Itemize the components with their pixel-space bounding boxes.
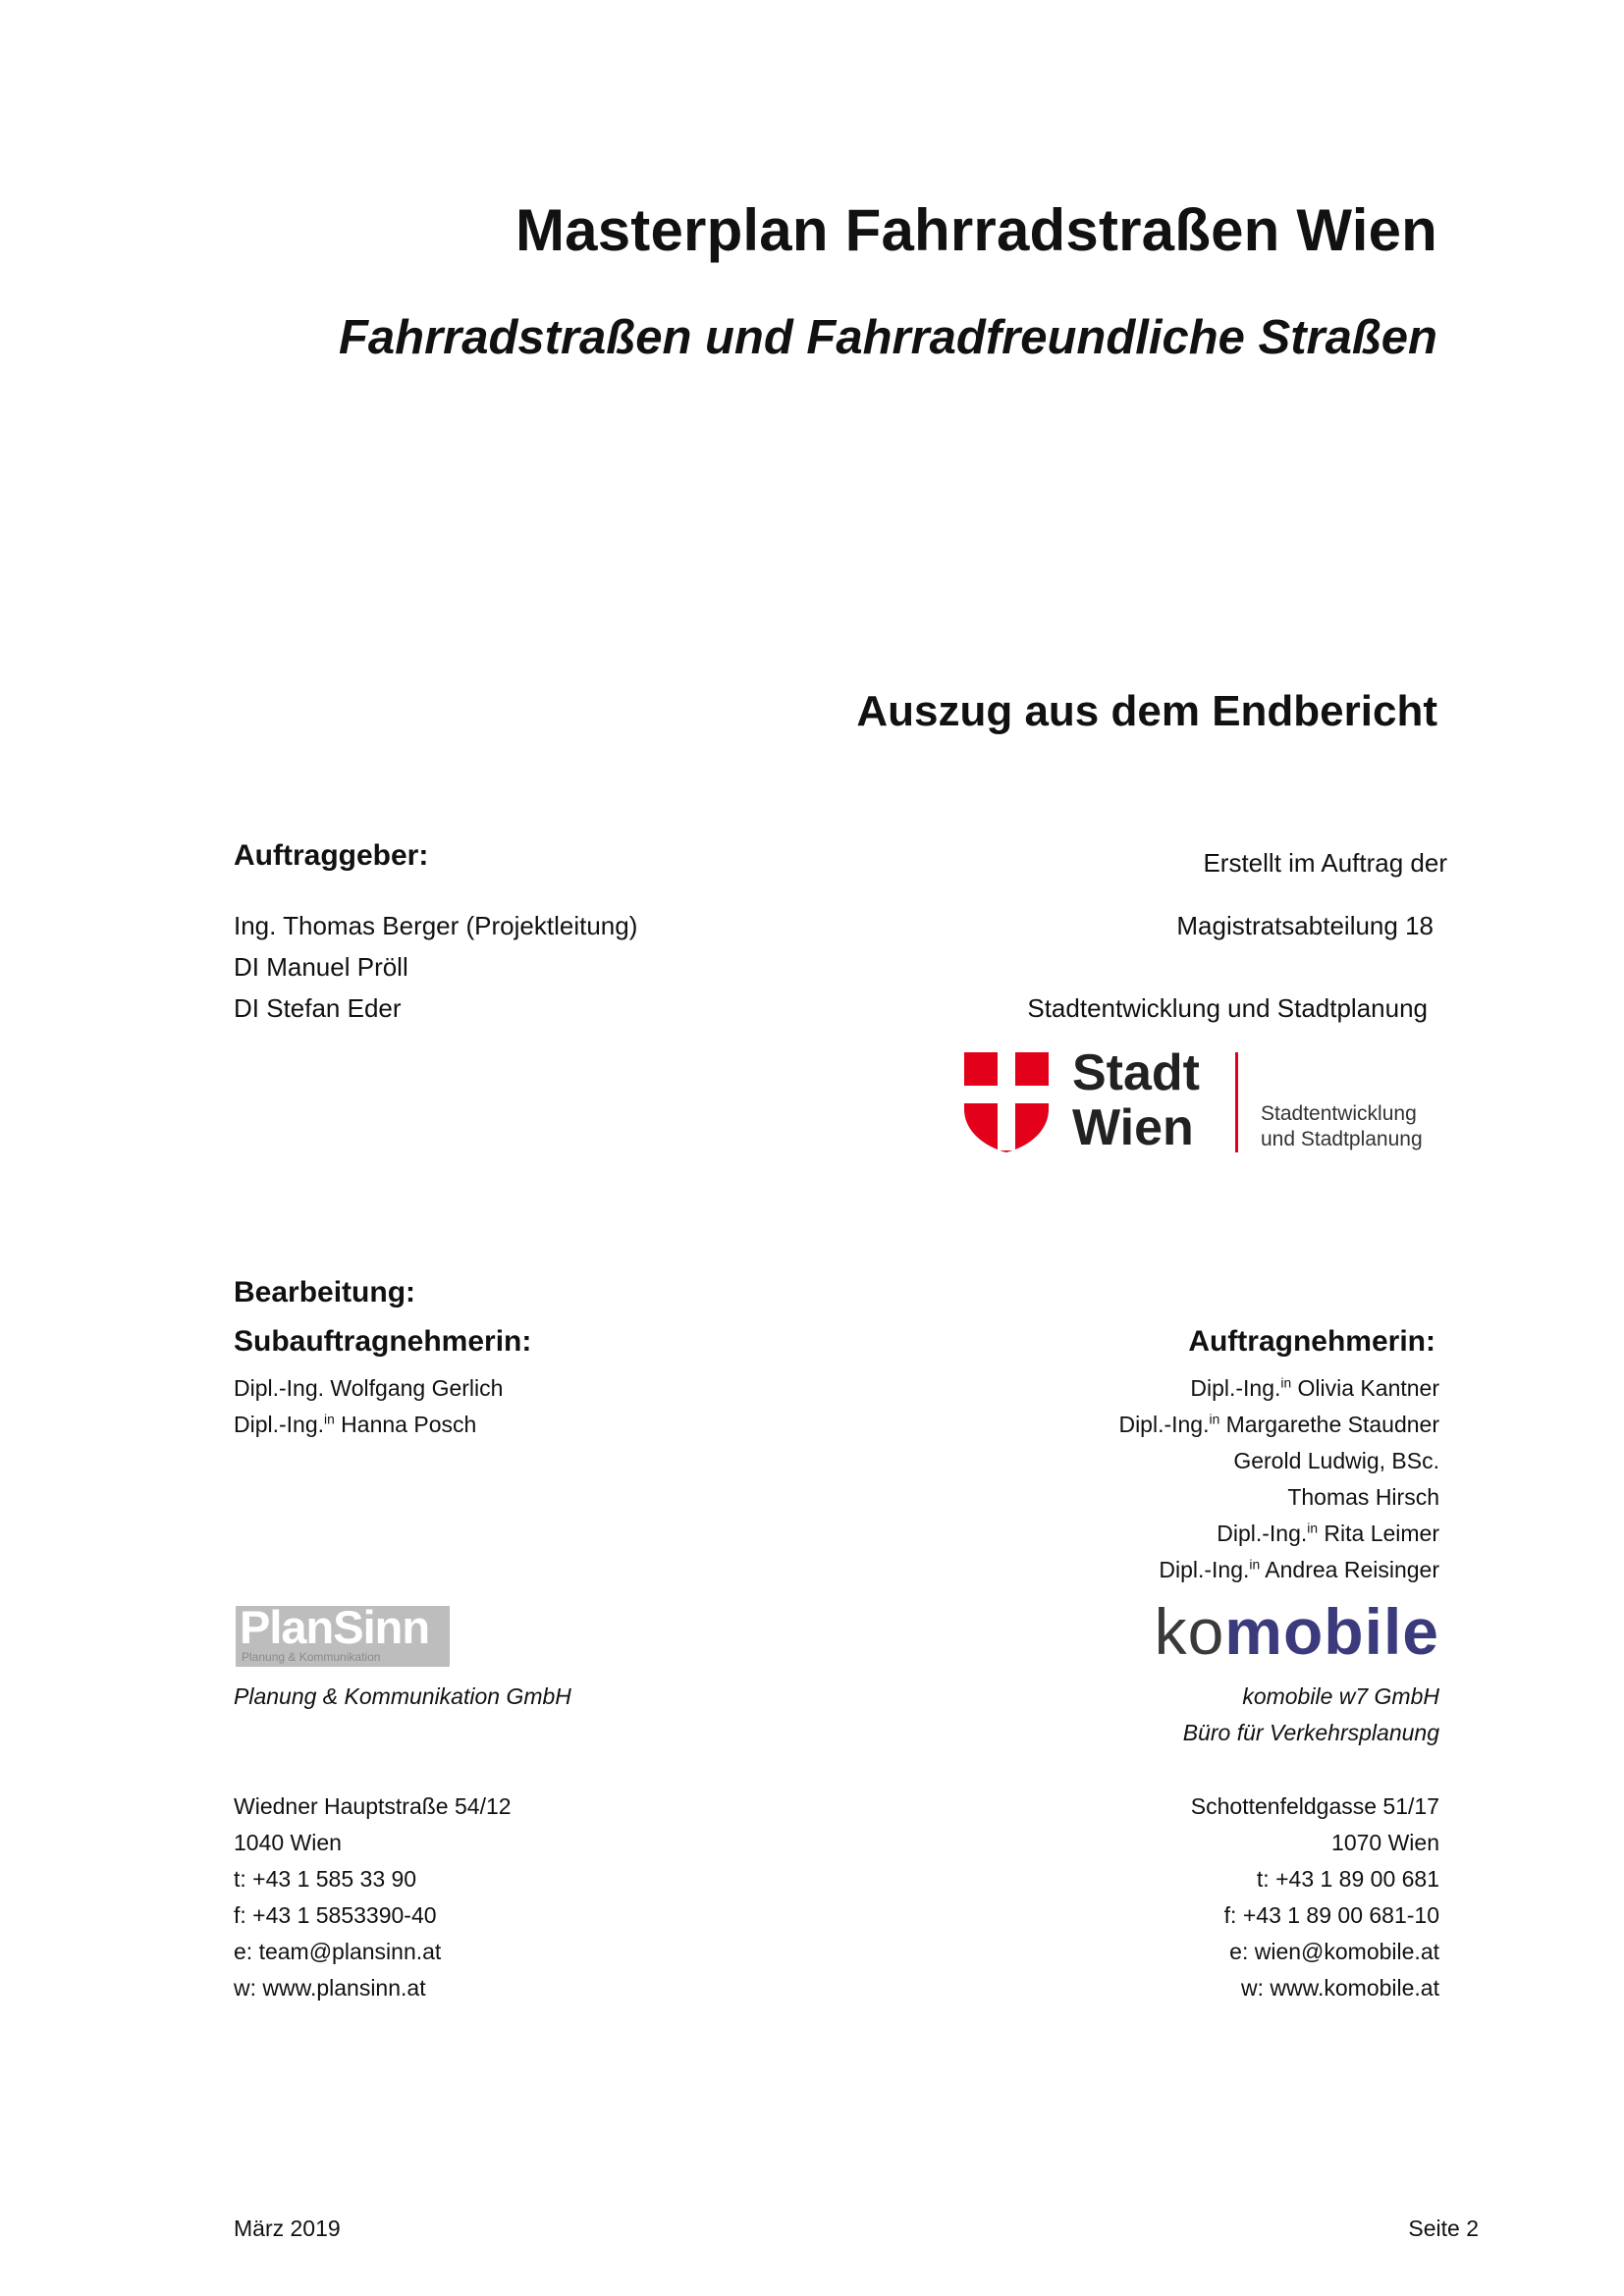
main-person: Dipl.-Ing.$^{in}$ Margarethe Staudner <box>1118 1412 1439 1437</box>
footer-date: März 2019 <box>234 2216 341 2241</box>
plansinn-address <box>234 1789 512 2006</box>
client-people-list <box>234 905 637 1029</box>
main-people-list <box>1118 1370 1439 1588</box>
komobile-logo <box>1155 1592 1439 1671</box>
vienna-coat-of-arms-icon <box>964 1052 1049 1152</box>
document-subtitle: Fahrradstraßen und Fahrradfreundliche Straßen <box>338 311 1437 364</box>
plansinn-logo <box>236 1601 450 1667</box>
sub-person: Dipl.-Ing. Wolfgang Gerlich <box>234 1375 504 1401</box>
stadt-wien-word-1: Stadt <box>1072 1044 1200 1101</box>
contractor-heading: Auftragnehmerin: <box>1188 1325 1435 1358</box>
main-person: Dipl.-Ing.$^{in}$ Andrea Reisinger <box>1159 1557 1439 1582</box>
komobile-address <box>1191 1789 1439 2006</box>
main-person: Dipl.-Ing.$^{in}$ Rita Leimer <box>1217 1521 1439 1546</box>
document-title: Masterplan Fahrradstraßen Wien <box>514 197 1437 263</box>
stadt-wien-tagline-1: Stadtentwicklung <box>1261 1102 1417 1125</box>
komobile-logo-part-2: mobile <box>1224 1595 1439 1668</box>
komobile-company-block <box>1183 1679 1439 1751</box>
extract-label: Auszug aus dem Endbericht <box>856 687 1437 735</box>
email: e: team@plansinn.at <box>234 1939 442 1964</box>
fax: f: +43 1 89 00 681-10 <box>1223 1902 1439 1928</box>
main-person: Dipl.-Ing.$^{in}$ Olivia Kantner <box>1190 1375 1439 1401</box>
sub-person: Dipl.-Ing.$^{in}$ Hanna Posch <box>234 1412 477 1437</box>
stadt-wien-tagline-2: und Stadtplanung <box>1261 1128 1423 1150</box>
address-line: 1040 Wien <box>234 1830 342 1855</box>
stadt-wien-word-2: Wien <box>1072 1099 1194 1156</box>
plansinn-logo-tagline: Planung & Kommunikation <box>242 1650 381 1664</box>
komobile-office: Büro für Verkehrsplanung <box>1182 1720 1439 1745</box>
phone: t: +43 1 89 00 681 <box>1256 1866 1439 1892</box>
address-line: 1070 Wien <box>1331 1830 1439 1855</box>
website: w: www.plansinn.at <box>234 1975 426 2001</box>
commissioned-line-1: Erstellt im Auftrag der <box>1203 848 1447 878</box>
address-line: Schottenfeldgasse 51/17 <box>1190 1793 1439 1819</box>
plansinn-logo-text: PlanSinn <box>240 1601 430 1653</box>
address-line: Wiedner Hauptstraße 54/12 <box>234 1793 512 1819</box>
email: e: wien@komobile.at <box>1229 1939 1439 1964</box>
komobile-logo-part-1: ko <box>1154 1595 1225 1668</box>
phone: t: +43 1 585 33 90 <box>234 1866 417 1892</box>
processing-heading: Bearbeitung: <box>234 1276 416 1308</box>
main-person: Gerold Ludwig, BSc. <box>1233 1448 1439 1473</box>
stadt-wien-logo <box>964 1044 1445 1158</box>
komobile-company: komobile w7 GmbH <box>1242 1683 1439 1709</box>
fax: f: +43 1 5853390-40 <box>234 1902 437 1928</box>
client-heading: Auftraggeber: <box>234 839 429 872</box>
sub-contractor-heading: Subauftragnehmerin: <box>234 1325 532 1358</box>
commissioned-line-3: Stadtentwicklung und Stadtplanung <box>1027 993 1428 1023</box>
sub-people-list <box>234 1370 503 1443</box>
plansinn-company: Planung & Kommunikation GmbH <box>234 1683 571 1709</box>
stadt-wien-divider <box>1235 1052 1238 1152</box>
client-person: DI Manuel Pröll <box>234 952 408 982</box>
client-person: DI Stefan Eder <box>234 993 402 1023</box>
commissioned-line-2: Magistratsabteilung 18 <box>1176 911 1434 940</box>
main-person: Thomas Hirsch <box>1287 1484 1439 1510</box>
footer-page-number: Seite 2 <box>1408 2216 1479 2241</box>
website: w: www.komobile.at <box>1241 1975 1439 2001</box>
client-person: Ing. Thomas Berger (Projektleitung) <box>234 911 638 940</box>
